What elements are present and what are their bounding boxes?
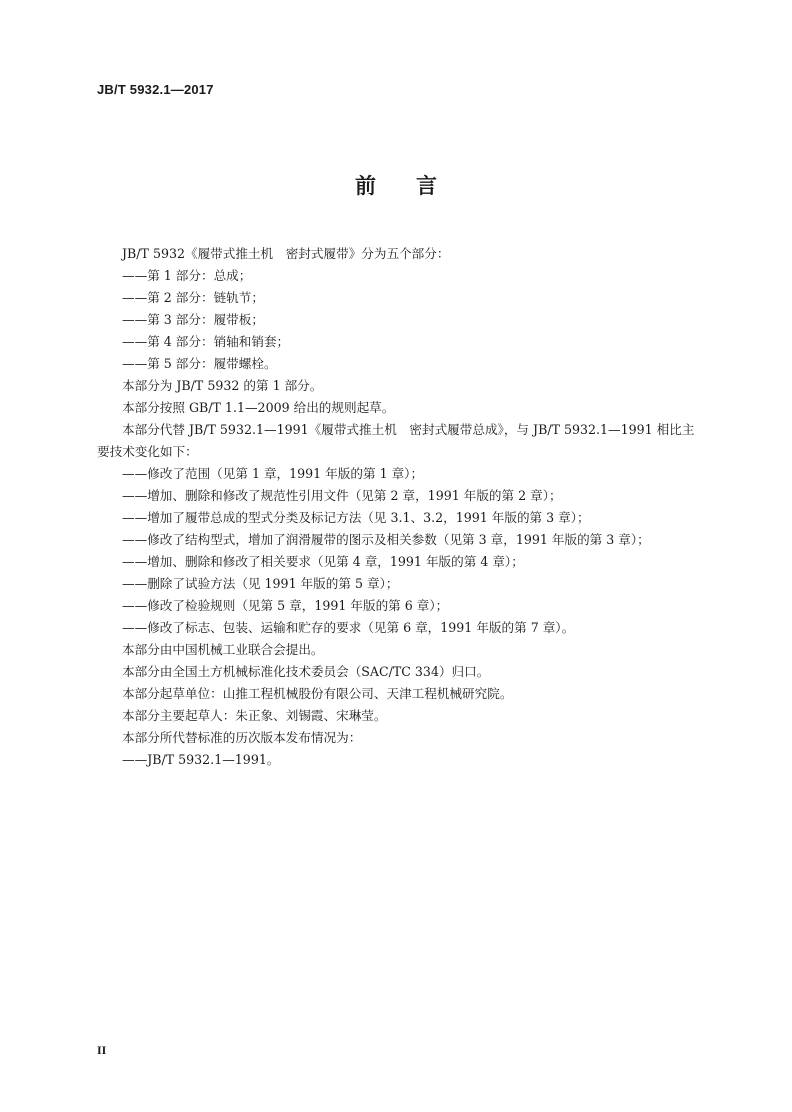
- list-item: ——第 3 部分：履带板；: [122, 312, 264, 327]
- foreword-body: [97, 243, 721, 771]
- list-item: ——修改了范围（见第 1 章，1991 年版的第 1 章）；: [122, 466, 424, 481]
- list-item: ——增加、删除和修改了规范性引用文件（见第 2 章，1991 年版的第 2 章）；: [122, 488, 562, 503]
- list-item: ——修改了检验规则（见第 5 章，1991 年版的第 6 章）；: [122, 598, 449, 613]
- list-item: ——修改了结构型式，增加了润滑履带的图示及相关参数（见第 3 章，1991 年版的第 3 章）；: [122, 532, 650, 547]
- page-number: II: [97, 1043, 107, 1057]
- list-item: ——修改了标志、包装、运输和贮存的要求（见第 6 章，1991 年版的第 7 章）。: [122, 620, 575, 635]
- list-item: ——增加、删除和修改了相关要求（见第 4 章，1991 年版的第 4 章）；: [122, 554, 524, 569]
- list-item: ——JB/T 5932.1—1991。: [122, 752, 280, 767]
- paragraph: 本部分由全国土方机械标准化技术委员会（SAC/TC 334）归口。: [122, 664, 490, 679]
- paragraph: 本部分所代替标准的历次版本发布情况为：: [122, 730, 362, 745]
- paragraph: 本部分起草单位：山推工程机械股份有限公司、天津工程机械研究院。: [122, 686, 513, 701]
- list-item: ——增加了履带总成的型式分类及标记方法（见 3.1、3.2，1991 年版的第 3 章）；: [122, 510, 590, 525]
- paragraph: 本部分为 JB/T 5932 的第 1 部分。: [122, 378, 323, 393]
- list-item: ——第 2 部分：链轨节；: [122, 290, 264, 305]
- list-item: ——第 4 部分：销轴和销套；: [122, 334, 290, 349]
- list-item: ——删除了试验方法（见 1991 年版的第 5 章）；: [122, 576, 399, 591]
- paragraph: 本部分代替 JB/T 5932.1—1991《履带式推土机 密封式履带总成》，与 JB/T 5932.1—1991 相比主: [122, 422, 695, 437]
- list-item: ——第 5 部分：履带螺栓。: [122, 356, 277, 371]
- paragraph: 本部分由中国机械工业联合会提出。: [122, 642, 324, 657]
- standard-code: JB/T 5932.1—2017: [97, 82, 214, 97]
- paragraph: 本部分按照 GB/T 1.1—2009 给出的规则起草。: [122, 400, 395, 415]
- paragraph: JB/T 5932《履带式推土机 密封式履带》分为五个部分：: [122, 246, 450, 261]
- paragraph: 本部分主要起草人：朱正象、刘锡霞、宋琳莹。: [122, 708, 387, 723]
- page-title: 前言: [355, 174, 477, 198]
- paragraph-continuation: 要技术变化如下：: [97, 444, 198, 459]
- list-item: ——第 1 部分：总成；: [122, 268, 252, 283]
